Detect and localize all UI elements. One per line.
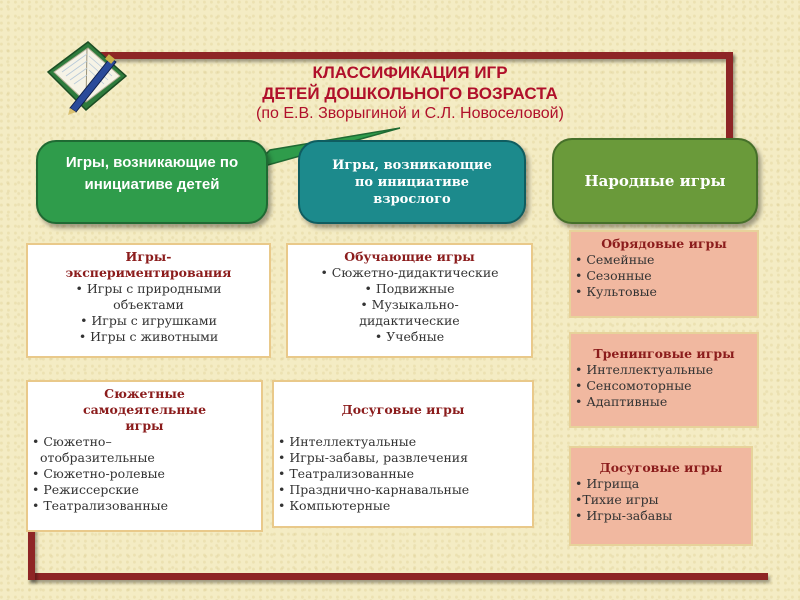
box-ritual-games [569,230,759,318]
category-children-initiative [36,140,268,224]
list-item: • Сюжетно-дидактические [320,265,499,280]
category-children-line-1: Игры, возникающие по [65,154,239,171]
list-item: • Интеллектуальные [575,362,714,377]
list-item: объектами [113,297,184,312]
box-heading: Игры- [125,249,172,264]
page-subtitle: (по Е.В. Зворыгиной и С.Л. Новоселовой) [256,105,564,122]
box-heading: экспериментирования [65,265,232,280]
box-heading: Обучающие игры [344,249,475,264]
category-folk-games [552,138,758,224]
list-item: • Культовые [575,284,657,299]
box-experiment-games [26,243,271,358]
title-line-1: КЛАССИФИКАЦИЯ ИГР [312,63,508,82]
category-adult-line-2: по инициативе [354,174,470,190]
list-item: • Компьютерные [278,498,391,513]
category-folk-label: Народные игры [584,172,726,190]
list-item: • Сезонные [575,268,652,283]
category-children-line-2: инициативе детей [84,176,220,193]
box-heading: Тренинговые игры [593,346,735,361]
list-item: • Сюжетно– [32,434,112,449]
list-item: • Подвижные [364,281,455,296]
book-pen-icon [40,36,132,116]
box-training-games [569,332,759,428]
box-heading: Досуговые игры [341,402,465,417]
category-adult-line-3: взрослого [373,191,451,207]
box-leisure-games-adult [272,380,534,528]
list-item: отобразительные [40,450,155,465]
list-item: • Театрализованные [278,466,415,481]
frame-bar-bottom [28,573,768,580]
list-item: дидактические [359,313,460,328]
list-item: • Празднично-карнавальные [278,482,470,497]
list-item: • Театрализованные [32,498,169,513]
list-item: • Игры с игрушками [80,313,217,328]
title-line-2: ДЕТЕЙ ДОШКОЛЬНОГО ВОЗРАСТА [262,84,558,103]
list-item: • Музыкально- [360,297,459,312]
box-plot-games [26,380,263,532]
list-item: • Семейные [575,252,655,267]
list-item: • Игры с природными [75,281,222,296]
box-heading: Досуговые игры [599,460,723,475]
box-heading: игры [125,418,164,433]
box-heading: Сюжетные [104,386,185,401]
category-adult-line-1: Игры, возникающие [332,157,492,173]
box-heading: самодеятельные [82,402,207,417]
list-item: • Учебные [374,329,445,344]
page-title [160,62,660,104]
list-item: • Игрища [575,476,640,491]
list-item: • Интеллектуальные [278,434,417,449]
list-item: • Сенсомоторные [575,378,692,393]
list-item: • Игры-забавы [575,508,673,523]
category-adult-initiative [298,140,526,224]
box-heading: Обрядовые игры [601,236,727,251]
box-learning-games [286,243,533,358]
list-item: • Режиссерские [32,482,139,497]
list-item: • Сюжетно-ролевые [32,466,165,481]
list-item: • Игры с животными [78,329,219,344]
list-item: • Игры-забавы, развлечения [278,450,469,465]
box-leisure-games-folk [569,446,753,546]
list-item: •Тихие игры [575,492,659,507]
list-item: • Адаптивные [575,394,668,409]
frame-bar-top [92,52,732,59]
